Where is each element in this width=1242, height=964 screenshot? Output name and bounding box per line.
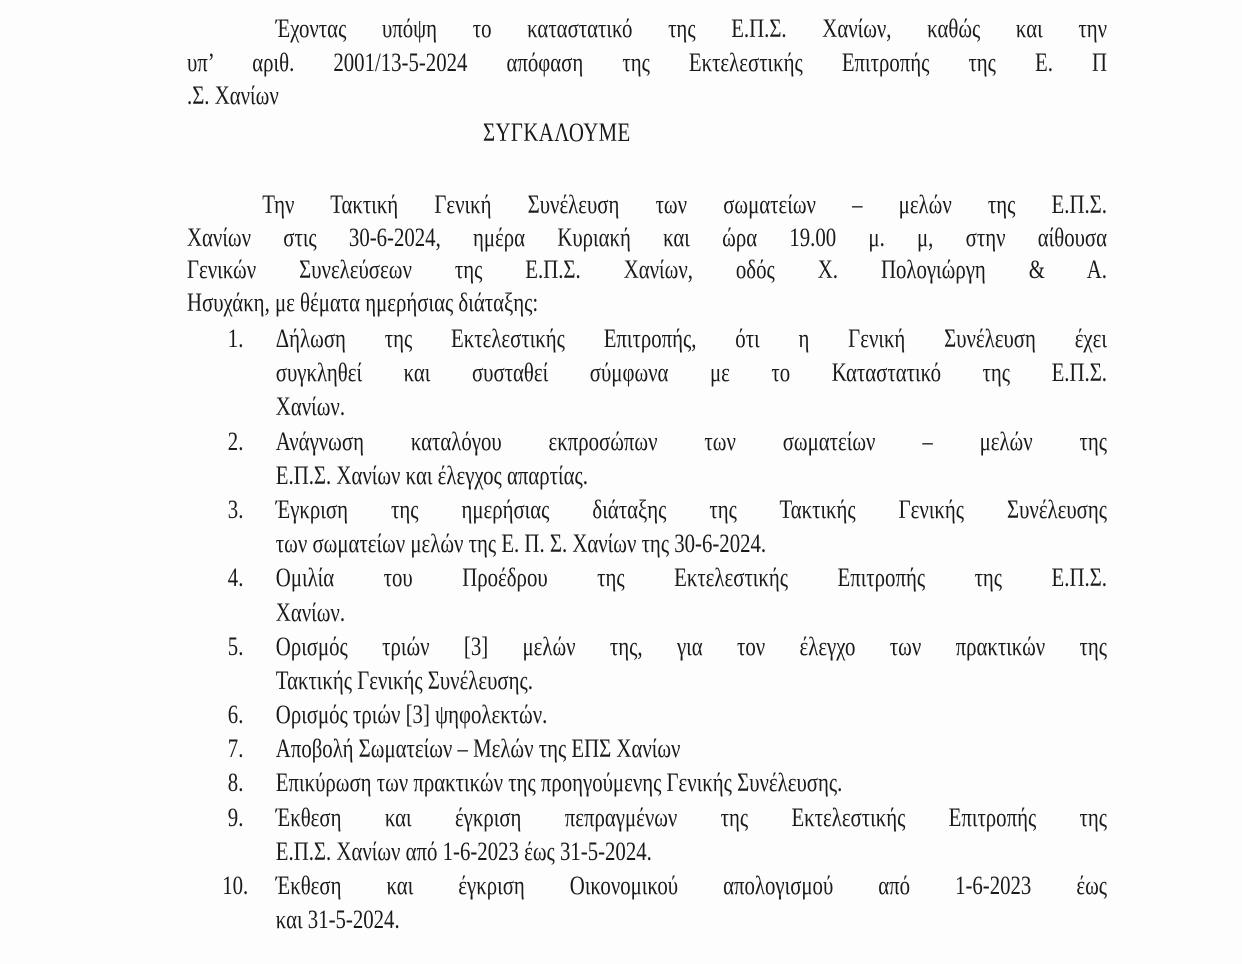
agenda-item [187, 630, 1107, 698]
heading: ΣΥΓΚΑΛΟΥΜΕ [483, 118, 631, 147]
intro-paragraph [187, 12, 1107, 113]
convocation-paragraph [187, 189, 1107, 319]
agenda-item-number: 9. [227, 802, 244, 832]
agenda-item-line: Ορισμός τριών [3] ψηφολεκτών. [275, 700, 548, 730]
agenda-item-line: Αποβολή Σωματείων – Μελών της ΕΠΣ Χανίων [275, 734, 681, 764]
agenda-item [187, 698, 1107, 732]
agenda-item [187, 493, 1107, 561]
agenda-item [187, 322, 1107, 425]
agenda-item-number: 1. [227, 324, 244, 353]
agenda-item-number: 5. [227, 631, 244, 661]
agenda-item-number: 6. [227, 700, 244, 730]
agenda-item [187, 766, 1107, 800]
agenda-item-line: Έκθεση και έγκριση Οικονομικού απολογισμού από 1-6-2023 έως [275, 871, 1107, 900]
agenda-item-number: 10. [222, 871, 249, 900]
agenda-item-line: Έκθεση και έγκριση πεπραγμένων της Εκτελεστικής Επιτροπής της [275, 802, 1107, 832]
agenda-item-line: Δήλωση της Εκτελεστικής Επιτροπής, ότι η Γενική Συνέλευση έχει [275, 324, 1107, 353]
intro-line: Έχοντας υπόψη το καταστατικό της Ε.Π.Σ. Χανίων, καθώς και την [275, 14, 1107, 43]
agenda-item-line: Ανάγνωση καταλόγου εκπροσώπων των σωματείων – μελών της [275, 426, 1107, 456]
agenda-list [187, 322, 1107, 937]
body-line: Γενικών Συνελεύσεων της Ε.Π.Σ. Χανίων, οδός Χ. Πολογιώργη & Α. [187, 255, 1107, 284]
agenda-item-number: 3. [227, 494, 244, 524]
agenda-item-line: Χανίων. [275, 597, 346, 627]
agenda-item [187, 561, 1107, 629]
agenda-item-line: και 31-5-2024. [275, 905, 400, 935]
agenda-item-line: Ομιλία του Προέδρου της Εκτελεστικής Επιτροπής της Ε.Π.Σ. [275, 563, 1107, 593]
agenda-item [187, 732, 1107, 766]
body-line: Την Τακτική Γενική Συνέλευση των σωματείων – μελών της Ε.Π.Σ. [262, 190, 1107, 219]
intro-line: .Σ. Χανίων [187, 81, 279, 110]
agenda-item-line: Χανίων. [275, 392, 346, 422]
body-line: Χανίων στις 30-6-2024, ημέρα Κυριακή και ώρα 19.00 μ. μ, στην αίθουσα [187, 222, 1107, 252]
agenda-item-line: Επικύρωση των πρακτικών της προηγούμενης Γενικής Συνέλευσης. [275, 768, 843, 798]
agenda-item-line: Ορισμός τριών [3] μελών της, για τον έλεγχο των πρακτικών της [275, 631, 1107, 661]
agenda-item [187, 869, 1107, 937]
agenda-item-number: 4. [227, 563, 244, 593]
agenda-item-line: των σωματείων μελών της Ε. Π. Σ. Χανίων της 30-6-2024. [275, 529, 767, 559]
agenda-item [187, 425, 1107, 493]
agenda-item-line: Ε.Π.Σ. Χανίων και έλεγχος απαρτίας. [275, 460, 588, 490]
agenda-item-line: Τακτικής Γενικής Συνέλευσης. [275, 665, 533, 695]
agenda-item-line: συγκληθεί και συσταθεί σύμφωνα με το Καταστατικό της Ε.Π.Σ. [275, 358, 1107, 388]
body-line: Ησυχάκη, με θέματα ημερήσιας διάταξης: [187, 287, 539, 317]
agenda-item [187, 801, 1107, 869]
agenda-item-number: 8. [227, 768, 244, 798]
agenda-item-number: 7. [227, 734, 244, 764]
intro-line: υπ’ αριθ. 2001/13-5-2024 απόφαση της Εκτελεστικής Επιτροπής της Ε. Π [187, 47, 1107, 77]
agenda-item-number: 2. [227, 426, 244, 456]
agenda-item-line: Έγκριση της ημερήσιας διάταξης της Τακτικής Γενικής Συνέλευσης [275, 494, 1107, 524]
agenda-item-line: Ε.Π.Σ. Χανίων από 1-6-2023 έως 31-5-2024. [275, 836, 652, 866]
